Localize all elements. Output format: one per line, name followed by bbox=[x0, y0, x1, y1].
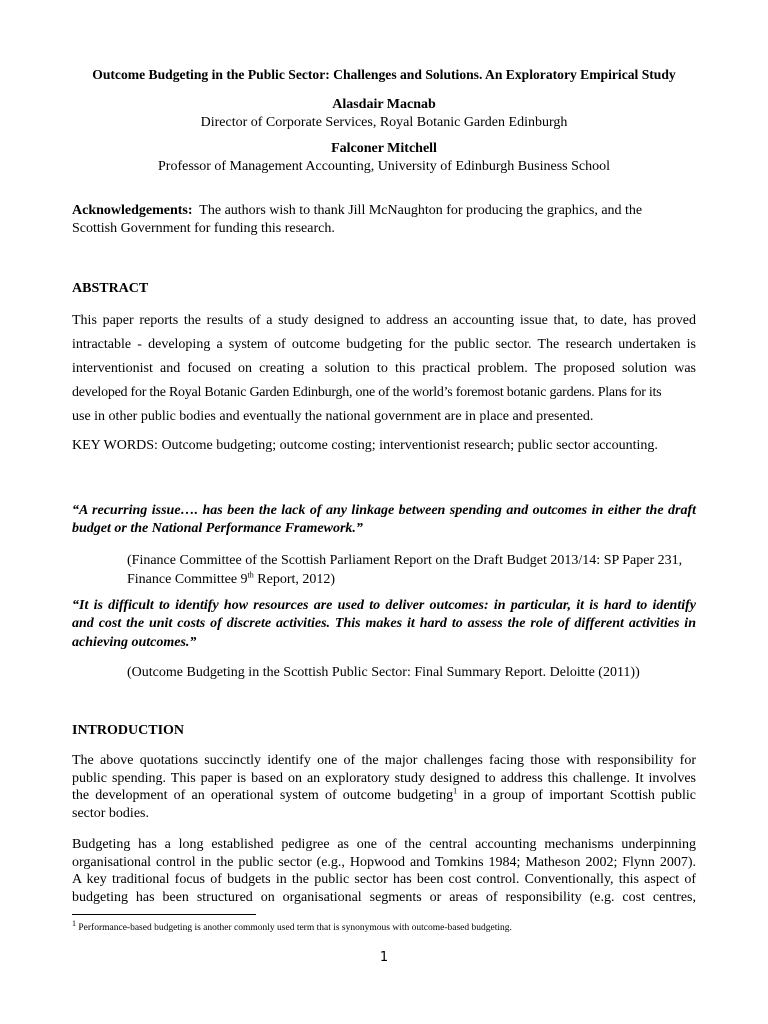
paragraph-line: public spending. This paper is based on an exploratory study designed to address this challenge. It involves bbox=[72, 770, 696, 786]
footnote-marker: 1 bbox=[453, 786, 458, 796]
abstract-line: intractable - developing a system of outcome budgeting for the public sector. The research undertaken is bbox=[72, 337, 696, 352]
footnote-marker: 1 bbox=[72, 918, 76, 928]
author-name: Falconer Mitchell bbox=[331, 141, 437, 156]
quote-line: achieving outcomes.” bbox=[72, 634, 197, 650]
paragraph-text: the development of an operational system of outcome budgeting bbox=[72, 788, 454, 803]
acknowledgements-label: Acknowledgements: bbox=[72, 203, 193, 218]
paragraph-text: in a group of important Scottish public bbox=[457, 788, 696, 803]
abstract-heading: ABSTRACT bbox=[72, 281, 149, 296]
footnote bbox=[72, 918, 512, 935]
citation-text: Finance Committee 9 bbox=[127, 572, 248, 587]
introduction-heading: INTRODUCTION bbox=[72, 723, 185, 738]
paper-title: Outcome Budgeting in the Public Sector: Challenges and Solutions. An Exploratory Empirical Study bbox=[92, 67, 676, 82]
abstract-line: developed for the Royal Botanic Garden Edinburgh, one of the world’s foremost botanic gardens. Plans for its bbox=[72, 385, 662, 400]
footnote-separator bbox=[72, 914, 256, 915]
author-affiliation: Director of Corporate Services, Royal Botanic Garden Edinburgh bbox=[200, 115, 568, 131]
citation-text: Report, 2012) bbox=[253, 572, 336, 587]
quote-line: “It is difficult to identify how resources are used to deliver outcomes: in particular, it is hard to identify bbox=[72, 598, 696, 613]
paragraph-line: A key traditional focus of budgets in the public sector has been cost control. Conventionally, this aspect of bbox=[72, 872, 696, 887]
author-name: Alasdair Macnab bbox=[332, 97, 436, 112]
paragraph-line: Budgeting has a long established pedigree as one of the central accounting mechanisms underpinning bbox=[72, 837, 696, 852]
introduction-paragraph-1 bbox=[72, 752, 696, 822]
abstract-line: use in other public bodies and eventually the national government are in place and presented. bbox=[72, 409, 594, 424]
quote-1-citation bbox=[127, 551, 696, 589]
abstract-paragraph bbox=[72, 309, 696, 429]
acknowledgements-text: Scottish Government for funding this research. bbox=[72, 221, 335, 237]
author-affiliation: Professor of Management Accounting, University of Edinburgh Business School bbox=[158, 159, 610, 175]
keywords: KEY WORDS: Outcome budgeting; outcome costing; interventionist research; public sector accounting. bbox=[72, 438, 658, 453]
quote-1 bbox=[72, 502, 696, 539]
quote-2-citation: (Outcome Budgeting in the Scottish Public Sector: Final Summary Report. Deloitte (2011)) bbox=[127, 665, 640, 680]
citation-line: (Finance Committee of the Scottish Parliament Report on the Draft Budget 2013/14: SP Paper 231, bbox=[127, 553, 683, 568]
abstract-line: interventionist and focused on creating a solution to this practical problem. The proposed solution was bbox=[72, 361, 696, 376]
quote-line: and cost the unit costs of discrete activities. This makes it hard to assess the role of different activities in bbox=[72, 616, 696, 632]
author-block-1 bbox=[72, 96, 696, 133]
author-block-2 bbox=[72, 140, 696, 177]
acknowledgements bbox=[72, 202, 696, 239]
quote-line: “A recurring issue…. has been the lack of any linkage between spending and outcomes in either the draft bbox=[72, 503, 696, 518]
page-number: 1 bbox=[379, 950, 389, 965]
abstract-line: This paper reports the results of a study designed to address an accounting issue that, to date, has proved bbox=[72, 313, 696, 328]
paragraph-line: sector bodies. bbox=[72, 805, 149, 821]
paragraph-line: budgeting has been structured on organisational segments or areas of responsibility (e.g. cost centres, bbox=[72, 889, 696, 905]
paragraph-line: The above quotations succinctly identify one of the major challenges facing those with responsibility for bbox=[72, 753, 696, 768]
introduction-paragraph-2 bbox=[72, 836, 696, 906]
paragraph-line bbox=[72, 787, 696, 805]
superscript: th bbox=[247, 570, 254, 580]
footnote-text: Performance-based budgeting is another commonly used term that is synonymous with outcome-based budgeting. bbox=[76, 923, 512, 933]
paragraph-line: organisational control in the public sector (e.g., Hopwood and Tomkins 1984; Matheson 2002; Flynn 2007). bbox=[72, 854, 696, 870]
citation-line bbox=[127, 570, 696, 589]
quote-line: budget or the National Performance Framework.” bbox=[72, 521, 363, 537]
paper-page bbox=[72, 0, 696, 1024]
quote-2 bbox=[72, 597, 696, 652]
acknowledgements-text: The authors wish to thank Jill McNaughton for producing the graphics, and the bbox=[199, 203, 643, 218]
